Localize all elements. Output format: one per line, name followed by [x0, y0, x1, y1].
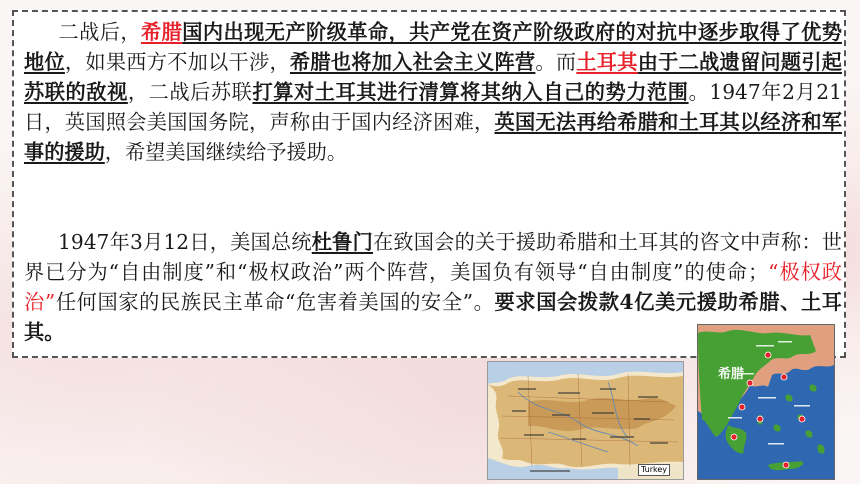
p2-period: 。: [44, 320, 65, 344]
turkey-label: Turkey: [638, 464, 670, 476]
p1-soviet-plan: 打算对土耳其进行清算将其纳入自己的势力范围: [252, 80, 689, 104]
text-panel: [12, 10, 846, 358]
p2-text-message: 在致国会的关于援助希腊和土耳其的咨文中声称：世界已分为“自由制度”和“极权政治”两个阵营，美国负有领导“自由制度”的使命；: [24, 230, 842, 284]
keyword-truman: 杜鲁门: [311, 230, 373, 254]
p1-text-west: ，如果西方不加以干涉，: [64, 50, 290, 74]
p2-appropriation: 要求国会拨款4亿美元援助希腊、土耳其: [24, 290, 842, 344]
keyword-greece: 希腊: [140, 20, 183, 44]
keyword-turkey: 土耳其: [576, 50, 638, 74]
p2-text-date: 1947年3月12日，美国总统: [58, 230, 312, 254]
p1-soviet-hostility: 由于二战遗留问题引起苏联的敌视: [24, 50, 842, 104]
p2-text-threat: 任何国家的民族民主革命“危害着美国的安全”。: [55, 290, 495, 314]
p1-text-intro: 二战后，: [58, 20, 141, 44]
p1-text-soviet: ，二战后苏联: [127, 80, 253, 104]
p1-greece-revolution: 国内出现无产阶级革命，共产党在资产阶级政府的对抗中逐步取得了优势地位: [24, 20, 842, 74]
p1-socialist-camp: 希腊也将加入社会主义阵营: [289, 50, 536, 74]
turkey-map-image: [488, 362, 683, 479]
turkey-map: [487, 361, 684, 480]
keyword-totalitarian: “极权政治”: [24, 260, 842, 314]
greece-map-image: [698, 325, 834, 479]
p1-text-hope: ，希望美国继续给予援助。: [104, 140, 348, 164]
paragraph-1: [24, 17, 842, 167]
greece-label: 希腊: [718, 367, 745, 382]
p1-britain-aid: 英国无法再给希腊和土耳其以经济和军事的援助: [24, 110, 842, 164]
p1-text-britain: 。1947年2月21日，英国照会美国国务院，声称由于国内经济困难，: [24, 80, 842, 134]
greece-map: [697, 324, 835, 480]
p1-text-and: 。而: [535, 50, 577, 74]
